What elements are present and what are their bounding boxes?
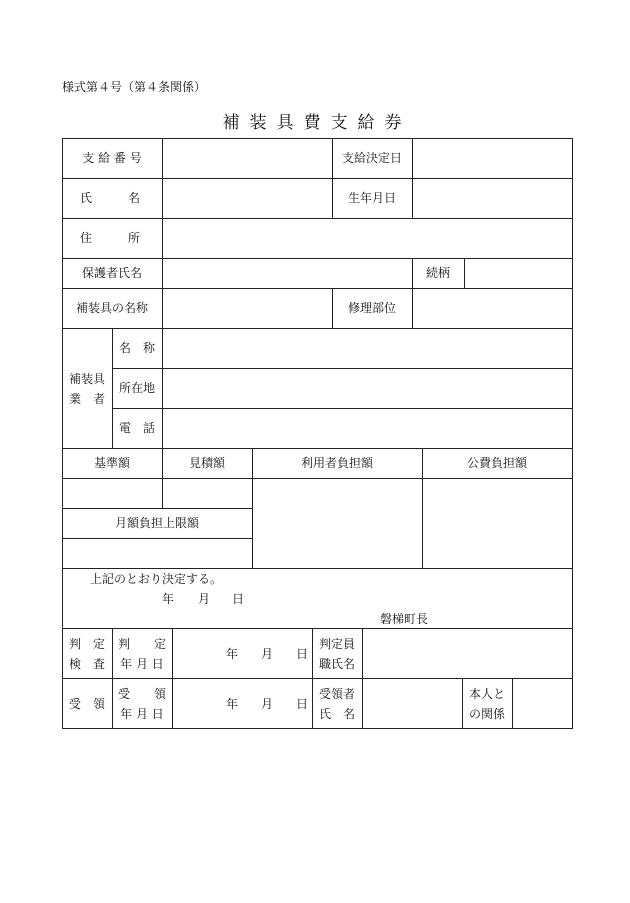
label-hosogu-meisho: 補装具の名称 — [75, 301, 148, 315]
label-hantei-1: 判 定 — [68, 637, 105, 651]
juryo-year: 年 — [226, 697, 239, 711]
field-hosogu-meisho[interactable] — [163, 289, 332, 328]
label-juryosha-2: 氏 名 — [318, 707, 355, 721]
field-shikyu-kettei-bi[interactable] — [413, 139, 572, 178]
decision-signer: 磐梯町長 — [380, 612, 429, 626]
label-hantei-date-1: 判 定 — [117, 637, 166, 651]
field-hogosha-shimei[interactable] — [163, 259, 412, 288]
label-kohi-futan-gaku: 公費負担額 — [466, 456, 527, 470]
field-gyosha-shozaichi[interactable] — [163, 369, 572, 408]
label-gyosha-meisho: 名 称 — [118, 341, 155, 355]
label-hantei-in-2: 職氏名 — [318, 657, 355, 671]
label-jusho: 住 所 — [80, 231, 141, 245]
label-juryo: 受 領 — [68, 697, 105, 711]
field-shimei[interactable] — [163, 179, 332, 218]
field-shuri-bui[interactable] — [413, 289, 572, 328]
field-shikyu-bango[interactable] — [163, 139, 332, 178]
label-seinengappi: 生年月日 — [347, 191, 396, 205]
hantei-month: 月 — [261, 647, 274, 661]
label-zokugara: 続柄 — [425, 266, 450, 280]
decision-date-year: 年 — [162, 592, 175, 606]
field-jusho[interactable] — [163, 219, 572, 258]
label-honnin-2: の関係 — [468, 707, 505, 721]
label-hantei-date-2: 年 月 日 — [120, 657, 164, 671]
label-gyosha-denwa: 電 話 — [118, 421, 155, 435]
decision-date-month: 月 — [198, 592, 211, 606]
label-juryosha-1: 受領者 — [318, 687, 355, 701]
label-riyosha-futan-gaku: 利用者負担額 — [300, 456, 373, 470]
field-gyosha-meisho[interactable] — [163, 329, 572, 368]
field-seinengappi[interactable] — [413, 179, 572, 218]
label-hantei-in-1: 判定員 — [318, 637, 355, 651]
decision-date-day: 日 — [232, 592, 245, 606]
label-gyosha-2: 業 者 — [68, 392, 105, 406]
juryo-day: 日 — [296, 697, 309, 711]
label-gyosha-shozaichi: 所在地 — [118, 381, 155, 395]
field-gyosha-denwa[interactable] — [163, 409, 572, 448]
label-shuri-bui: 修理部位 — [347, 301, 396, 315]
form-number: 様式第４号（第４条関係） — [62, 80, 207, 94]
hantei-day: 日 — [296, 647, 309, 661]
field-zokugara[interactable] — [465, 259, 572, 288]
label-shimei: 氏 名 — [80, 191, 141, 205]
hantei-year: 年 — [226, 647, 239, 661]
label-honnin-1: 本人と — [468, 687, 505, 701]
label-shikyu-kettei-bi: 支給決定日 — [341, 151, 402, 165]
label-gyosha-1: 補装具 — [68, 372, 105, 386]
label-hantei-2: 検 査 — [68, 657, 105, 671]
label-juryo-date-2: 年 月 日 — [120, 707, 164, 721]
label-shikyu-bango: 支 給 番 号 — [82, 151, 142, 165]
label-mitsumori-gaku: 見積額 — [188, 456, 225, 470]
page-title: 補装具費支給券 — [222, 113, 412, 133]
decision-statement: 上記のとおり決定する。 — [90, 572, 223, 586]
label-hogosha-shimei: 保護者氏名 — [81, 266, 142, 280]
juryo-month: 月 — [261, 697, 274, 711]
label-kijun-gaku: 基準額 — [93, 456, 130, 470]
label-juryo-date-1: 受 領 — [117, 687, 166, 701]
label-getsugaku-futan-jogen-gaku: 月額負担上限額 — [114, 516, 199, 530]
